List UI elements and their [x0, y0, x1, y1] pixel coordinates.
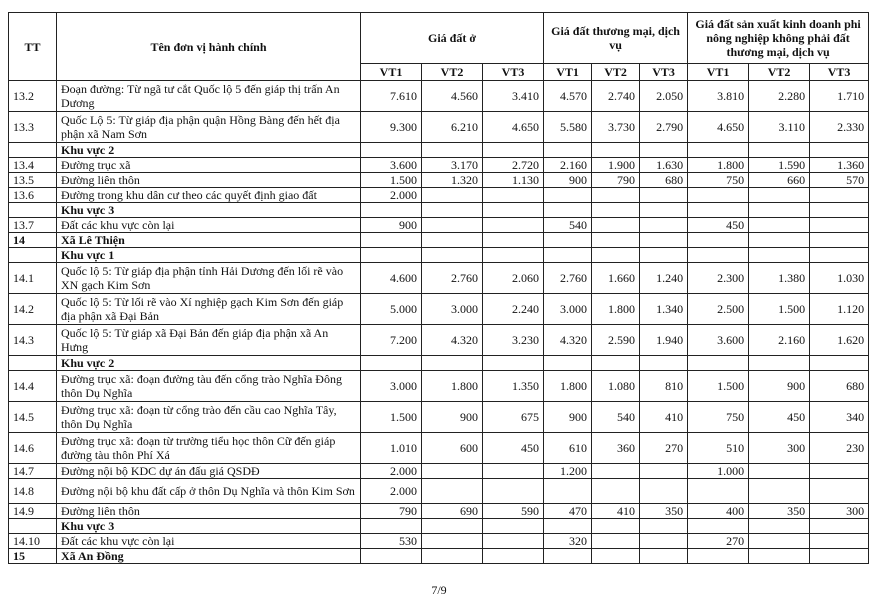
price-cell: 3.000: [544, 294, 592, 325]
row-name: Đường trục xã: [57, 158, 361, 173]
price-cell: [544, 248, 592, 263]
section-title: Xã Lê Thiện: [57, 233, 361, 248]
header-vt: VT2: [749, 64, 810, 81]
section-title: Khu vực 3: [57, 203, 361, 218]
price-cell: [810, 233, 869, 248]
header-vt: VT3: [483, 64, 544, 81]
section-row: [9, 519, 869, 534]
price-cell: [361, 143, 422, 158]
price-cell: 1.360: [810, 158, 869, 173]
price-cell: [483, 479, 544, 504]
price-cell: [810, 464, 869, 479]
price-cell: [361, 203, 422, 218]
price-cell: 900: [544, 173, 592, 188]
price-cell: 2.300: [688, 263, 749, 294]
row-name: Đường nội bộ khu đất cấp ở thôn Dụ Nghĩa và thôn Kim Sơn: [57, 479, 361, 504]
table-row: [9, 325, 869, 356]
section-title: Khu vực 3: [57, 519, 361, 534]
price-cell: 2.240: [483, 294, 544, 325]
price-cell: 470: [544, 504, 592, 519]
section-title: Xã An Đồng: [57, 549, 361, 564]
price-cell: 4.600: [361, 263, 422, 294]
price-cell: [688, 143, 749, 158]
price-cell: 590: [483, 504, 544, 519]
row-name: Quốc lộ 5: Từ lối rẽ vào Xí nghiệp gạch Kim Sơn đến giáp địa phận xã Đại Bản: [57, 294, 361, 325]
price-cell: [483, 188, 544, 203]
row-tt: 14.9: [9, 504, 57, 519]
price-cell: [688, 549, 749, 564]
price-cell: 3.000: [361, 371, 422, 402]
price-cell: 2.760: [544, 263, 592, 294]
table-row: [9, 173, 869, 188]
price-cell: [640, 464, 688, 479]
price-cell: 790: [592, 173, 640, 188]
price-cell: 675: [483, 402, 544, 433]
price-cell: [422, 143, 483, 158]
price-cell: 540: [592, 402, 640, 433]
header-vt: VT2: [422, 64, 483, 81]
price-cell: 1.500: [749, 294, 810, 325]
table-row: [9, 433, 869, 464]
price-cell: [544, 188, 592, 203]
row-name: Đường trục xã: đoạn đường tàu đến cổng trào Nghĩa Đông thôn Dụ Nghĩa: [57, 371, 361, 402]
price-cell: 4.560: [422, 81, 483, 112]
price-cell: 1.340: [640, 294, 688, 325]
row-tt: 14.1: [9, 263, 57, 294]
price-cell: 3.230: [483, 325, 544, 356]
row-tt: 14.2: [9, 294, 57, 325]
price-cell: [688, 233, 749, 248]
header-nonagri-business-land: Giá đất sản xuất kinh doanh phi nông nghiệp không phải đất thương mại, dịch vụ: [688, 13, 869, 64]
row-name: Quốc Lộ 5: Từ giáp địa phận quận Hồng Bàng đến hết địa phận xã Nam Sơn: [57, 112, 361, 143]
row-tt: 14.8: [9, 479, 57, 504]
table-row: [9, 479, 869, 504]
price-cell: 7.610: [361, 81, 422, 112]
section-title: Khu vực 2: [57, 143, 361, 158]
price-cell: 1.010: [361, 433, 422, 464]
price-cell: [483, 218, 544, 233]
price-cell: [749, 233, 810, 248]
header-name: Tên đơn vị hành chính: [57, 13, 361, 81]
price-cell: 5.000: [361, 294, 422, 325]
price-cell: [483, 519, 544, 534]
table-row: [9, 112, 869, 143]
price-cell: [483, 143, 544, 158]
table-row: [9, 534, 869, 549]
price-cell: [640, 203, 688, 218]
price-cell: [361, 519, 422, 534]
row-name: Đường trục xã: đoạn từ cổng trào đến cầu cao Nghĩa Tây, thôn Dụ Nghĩa: [57, 402, 361, 433]
price-cell: 1.240: [640, 263, 688, 294]
price-cell: [544, 519, 592, 534]
price-cell: 2.720: [483, 158, 544, 173]
row-tt: 13.5: [9, 173, 57, 188]
price-cell: 2.590: [592, 325, 640, 356]
price-cell: [640, 549, 688, 564]
price-cell: [361, 248, 422, 263]
price-cell: [749, 464, 810, 479]
price-cell: 3.410: [483, 81, 544, 112]
row-tt: [9, 248, 57, 263]
price-cell: [483, 549, 544, 564]
price-cell: [483, 248, 544, 263]
price-cell: 3.110: [749, 112, 810, 143]
price-cell: 750: [688, 173, 749, 188]
price-cell: 1.380: [749, 263, 810, 294]
price-cell: [361, 549, 422, 564]
price-cell: 1.500: [688, 371, 749, 402]
price-cell: 1.660: [592, 263, 640, 294]
row-tt: 14.4: [9, 371, 57, 402]
price-cell: 2.160: [544, 158, 592, 173]
price-cell: 1.350: [483, 371, 544, 402]
section-row: [9, 203, 869, 218]
price-cell: [592, 248, 640, 263]
row-tt: [9, 356, 57, 371]
price-cell: 1.800: [592, 294, 640, 325]
row-tt: [9, 519, 57, 534]
price-cell: 2.760: [422, 263, 483, 294]
price-cell: [422, 248, 483, 263]
price-cell: [749, 519, 810, 534]
table-body: [9, 81, 869, 564]
row-name: Đất các khu vực còn lại: [57, 218, 361, 233]
row-tt: 14.7: [9, 464, 57, 479]
header-tt: TT: [9, 13, 57, 81]
price-cell: 900: [544, 402, 592, 433]
page-number: 7/9: [431, 583, 447, 597]
price-cell: [640, 534, 688, 549]
price-cell: 1.800: [688, 158, 749, 173]
price-cell: 320: [544, 534, 592, 549]
price-cell: 1.000: [688, 464, 749, 479]
table-row: [9, 81, 869, 112]
price-cell: 790: [361, 504, 422, 519]
price-cell: [422, 188, 483, 203]
price-cell: [810, 534, 869, 549]
price-cell: [749, 203, 810, 218]
price-cell: [483, 356, 544, 371]
row-name: Đất các khu vực còn lại: [57, 534, 361, 549]
section-title: Khu vực 2: [57, 356, 361, 371]
table-row: [9, 402, 869, 433]
row-name: Đường trục xã: đoạn từ trường tiểu học thôn Cữ đến giáp đường tàu thôn Phí Xá: [57, 433, 361, 464]
price-cell: [422, 534, 483, 549]
price-cell: 1.800: [544, 371, 592, 402]
header-vt: VT3: [810, 64, 869, 81]
price-cell: [749, 356, 810, 371]
header-vt: VT1: [361, 64, 422, 81]
table-row: [9, 218, 869, 233]
price-cell: 1.080: [592, 371, 640, 402]
price-cell: [810, 519, 869, 534]
price-cell: 2.160: [749, 325, 810, 356]
price-cell: [422, 356, 483, 371]
price-table-page: [8, 12, 868, 564]
price-cell: 600: [422, 433, 483, 464]
price-cell: [422, 464, 483, 479]
price-cell: 2.000: [361, 464, 422, 479]
price-cell: 340: [810, 402, 869, 433]
price-cell: [640, 233, 688, 248]
price-cell: 1.900: [592, 158, 640, 173]
price-cell: [688, 479, 749, 504]
row-tt: 13.7: [9, 218, 57, 233]
price-cell: 450: [483, 433, 544, 464]
price-cell: [483, 534, 544, 549]
table-row: [9, 464, 869, 479]
table-row: [9, 504, 869, 519]
price-cell: [688, 248, 749, 263]
row-tt: 13.3: [9, 112, 57, 143]
price-cell: 450: [749, 402, 810, 433]
row-name: Đoạn đường: Từ ngã tư cắt Quốc lộ 5 đến giáp thị trấn An Dương: [57, 81, 361, 112]
price-cell: [749, 479, 810, 504]
table-row: [9, 263, 869, 294]
price-cell: [422, 479, 483, 504]
row-name: Đường liên thôn: [57, 504, 361, 519]
price-cell: 1.200: [544, 464, 592, 479]
price-cell: [544, 233, 592, 248]
price-cell: [810, 248, 869, 263]
section-row: [9, 143, 869, 158]
section-row: [9, 248, 869, 263]
price-cell: 6.210: [422, 112, 483, 143]
price-cell: [592, 188, 640, 203]
price-cell: 570: [810, 173, 869, 188]
price-cell: 1.940: [640, 325, 688, 356]
price-cell: [640, 218, 688, 233]
price-cell: 2.280: [749, 81, 810, 112]
row-tt: 14.5: [9, 402, 57, 433]
table-row: [9, 294, 869, 325]
price-cell: 360: [592, 433, 640, 464]
price-cell: 4.320: [544, 325, 592, 356]
price-cell: 1.630: [640, 158, 688, 173]
price-cell: [483, 464, 544, 479]
price-cell: 7.200: [361, 325, 422, 356]
price-cell: 2.000: [361, 188, 422, 203]
price-cell: 1.710: [810, 81, 869, 112]
price-cell: 1.800: [422, 371, 483, 402]
price-cell: 400: [688, 504, 749, 519]
price-cell: 2.060: [483, 263, 544, 294]
price-cell: 900: [422, 402, 483, 433]
row-tt: 14.6: [9, 433, 57, 464]
price-cell: [640, 248, 688, 263]
row-tt: [9, 203, 57, 218]
price-cell: [544, 479, 592, 504]
price-cell: [640, 356, 688, 371]
row-name: Đường liên thôn: [57, 173, 361, 188]
price-cell: [810, 188, 869, 203]
price-cell: 4.570: [544, 81, 592, 112]
header-vt: VT1: [544, 64, 592, 81]
price-cell: 1.320: [422, 173, 483, 188]
price-cell: 2.000: [361, 479, 422, 504]
price-cell: 350: [640, 504, 688, 519]
header-commercial-land: Giá đất thương mại, dịch vụ: [544, 13, 688, 64]
price-cell: [361, 233, 422, 248]
table-row: [9, 158, 869, 173]
price-cell: [422, 218, 483, 233]
price-cell: 750: [688, 402, 749, 433]
price-cell: [749, 549, 810, 564]
price-cell: [688, 519, 749, 534]
price-cell: [592, 464, 640, 479]
price-cell: 2.790: [640, 112, 688, 143]
price-cell: [592, 519, 640, 534]
price-cell: 9.300: [361, 112, 422, 143]
price-cell: 270: [688, 534, 749, 549]
price-cell: 230: [810, 433, 869, 464]
price-cell: [810, 218, 869, 233]
price-cell: [592, 233, 640, 248]
price-cell: 4.650: [483, 112, 544, 143]
price-cell: 410: [592, 504, 640, 519]
price-cell: [688, 188, 749, 203]
price-cell: [810, 356, 869, 371]
price-cell: [640, 519, 688, 534]
row-tt: [9, 143, 57, 158]
price-cell: 540: [544, 218, 592, 233]
price-cell: 810: [640, 371, 688, 402]
section-row: [9, 356, 869, 371]
row-name: Đường trong khu dân cư theo các quyết định giao đất: [57, 188, 361, 203]
price-cell: 900: [749, 371, 810, 402]
price-cell: [422, 519, 483, 534]
price-cell: [592, 356, 640, 371]
price-cell: [544, 356, 592, 371]
price-cell: 680: [640, 173, 688, 188]
price-cell: [749, 248, 810, 263]
price-cell: [422, 233, 483, 248]
row-tt: 14: [9, 233, 57, 248]
price-cell: [592, 143, 640, 158]
price-cell: 1.590: [749, 158, 810, 173]
section-row: [9, 549, 869, 564]
row-name: Quốc lộ 5: Từ giáp xã Đại Bản đến giáp địa phận xã An Hưng: [57, 325, 361, 356]
price-cell: 4.320: [422, 325, 483, 356]
row-name: Đường nội bộ KDC dự án đấu giá QSDĐ: [57, 464, 361, 479]
header-vt: VT2: [592, 64, 640, 81]
row-tt: 13.2: [9, 81, 57, 112]
price-cell: 3.600: [361, 158, 422, 173]
price-cell: 2.500: [688, 294, 749, 325]
price-cell: [361, 356, 422, 371]
price-cell: [749, 218, 810, 233]
price-cell: 610: [544, 433, 592, 464]
price-cell: 900: [361, 218, 422, 233]
price-cell: [749, 188, 810, 203]
price-cell: 1.620: [810, 325, 869, 356]
price-cell: [688, 356, 749, 371]
price-cell: [422, 549, 483, 564]
price-cell: [592, 479, 640, 504]
header-vt: VT1: [688, 64, 749, 81]
price-cell: 510: [688, 433, 749, 464]
price-cell: 680: [810, 371, 869, 402]
price-cell: [810, 203, 869, 218]
price-cell: 410: [640, 402, 688, 433]
price-cell: [592, 534, 640, 549]
price-cell: [810, 549, 869, 564]
price-cell: [422, 203, 483, 218]
table-row: [9, 371, 869, 402]
row-tt: 13.6: [9, 188, 57, 203]
price-cell: 3.600: [688, 325, 749, 356]
price-cell: [592, 549, 640, 564]
price-cell: 1.030: [810, 263, 869, 294]
price-cell: [544, 143, 592, 158]
price-cell: 5.580: [544, 112, 592, 143]
price-cell: 3.730: [592, 112, 640, 143]
price-cell: [483, 233, 544, 248]
header-residential-land: Giá đất ở: [361, 13, 544, 64]
price-cell: 300: [810, 504, 869, 519]
price-cell: 270: [640, 433, 688, 464]
price-cell: [640, 143, 688, 158]
row-tt: 14.10: [9, 534, 57, 549]
price-cell: 660: [749, 173, 810, 188]
price-cell: 1.500: [361, 402, 422, 433]
price-cell: 2.740: [592, 81, 640, 112]
row-name: Quốc lộ 5: Từ giáp địa phận tỉnh Hải Dương đến lối rẽ vào XN gạch Kim Sơn: [57, 263, 361, 294]
price-cell: 450: [688, 218, 749, 233]
price-cell: 2.330: [810, 112, 869, 143]
price-cell: 3.170: [422, 158, 483, 173]
price-cell: 3.810: [688, 81, 749, 112]
price-cell: [640, 188, 688, 203]
price-cell: 1.500: [361, 173, 422, 188]
price-cell: [544, 203, 592, 218]
price-cell: [592, 218, 640, 233]
row-tt: 14.3: [9, 325, 57, 356]
price-cell: [544, 549, 592, 564]
header-vt: VT3: [640, 64, 688, 81]
row-tt: 15: [9, 549, 57, 564]
price-cell: 300: [749, 433, 810, 464]
price-cell: 2.050: [640, 81, 688, 112]
price-cell: [810, 143, 869, 158]
price-cell: [592, 203, 640, 218]
price-cell: 1.120: [810, 294, 869, 325]
price-cell: 350: [749, 504, 810, 519]
price-cell: [640, 479, 688, 504]
land-price-table: [8, 12, 869, 564]
price-cell: 4.650: [688, 112, 749, 143]
price-cell: [483, 203, 544, 218]
section-row: [9, 233, 869, 248]
table-row: [9, 188, 869, 203]
price-cell: 690: [422, 504, 483, 519]
price-cell: [749, 534, 810, 549]
section-title: Khu vực 1: [57, 248, 361, 263]
price-cell: 3.000: [422, 294, 483, 325]
row-tt: 13.4: [9, 158, 57, 173]
price-cell: [749, 143, 810, 158]
price-cell: [810, 479, 869, 504]
price-cell: [688, 203, 749, 218]
price-cell: 1.130: [483, 173, 544, 188]
price-cell: 530: [361, 534, 422, 549]
